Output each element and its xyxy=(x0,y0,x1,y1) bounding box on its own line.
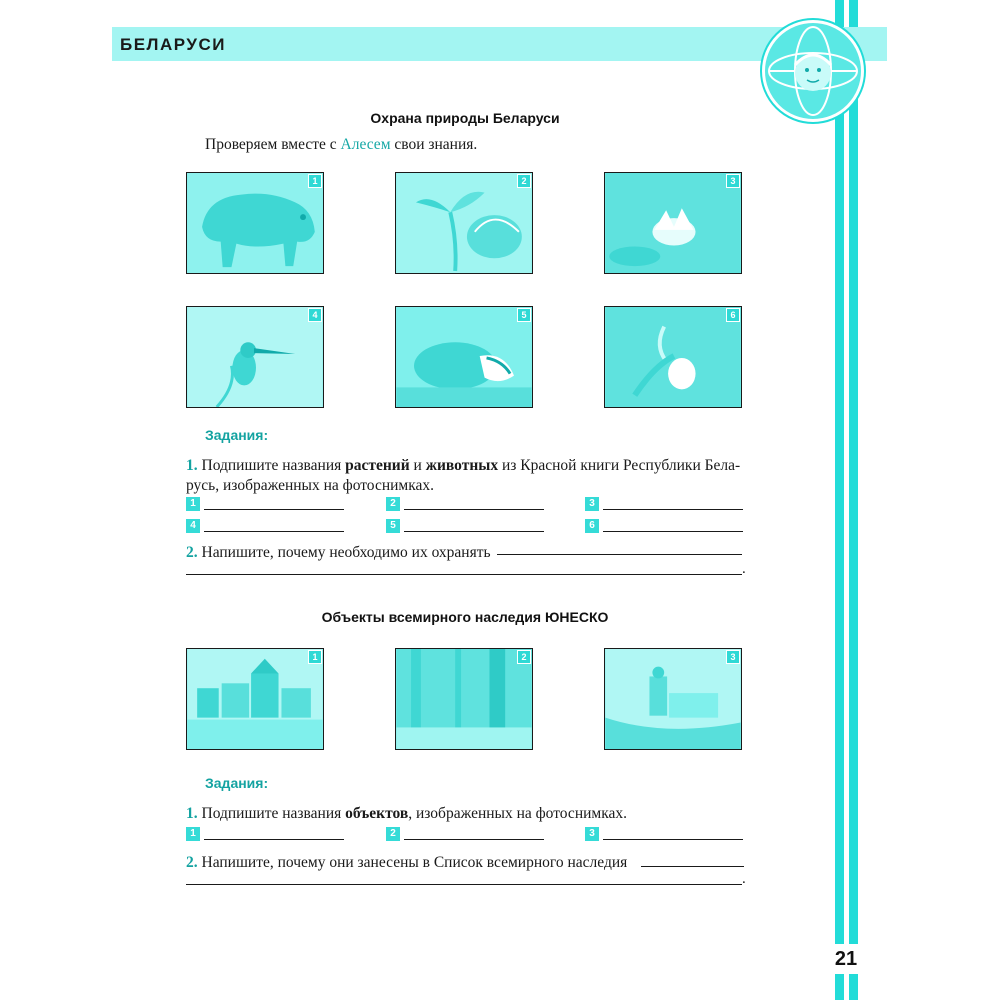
task1-text-c: русь, изображенных на фотоснимках. xyxy=(186,477,435,494)
answer-field-2[interactable] xyxy=(386,827,546,845)
answer-field-4[interactable] xyxy=(186,519,346,537)
answer-line[interactable] xyxy=(603,509,743,510)
section2-task1-text xyxy=(186,804,756,824)
answer-num: 2 xyxy=(386,827,400,841)
answer-field-1[interactable] xyxy=(186,827,346,845)
answer-field-3[interactable] xyxy=(585,497,745,515)
answer-num: 1 xyxy=(186,827,200,841)
photo-num: 5 xyxy=(517,308,531,322)
photo-orchid xyxy=(604,306,742,408)
answer-line[interactable] xyxy=(404,531,544,532)
photo-castle xyxy=(186,648,324,750)
margin-stripe-left xyxy=(835,0,844,1000)
intro-after: свои знания. xyxy=(394,136,478,153)
forest-icon xyxy=(396,649,532,749)
line-end-dot: . xyxy=(742,871,746,887)
photo-num: 4 xyxy=(308,308,322,322)
section2-tasks-heading: Задания: xyxy=(205,775,269,791)
task1-and: и xyxy=(413,457,422,474)
answer-line[interactable] xyxy=(204,509,344,510)
answer-line-task2[interactable] xyxy=(497,554,742,555)
photo-badger xyxy=(395,306,533,408)
flower-icon xyxy=(396,173,532,273)
margin-stripe-right xyxy=(849,0,858,1000)
task-number: 2. xyxy=(186,544,198,561)
task2-text: Напишите, почему необходимо их охранять xyxy=(201,544,491,561)
task1-text-b: из Красной книги Республики Бела- xyxy=(501,457,741,474)
task1-text-a: Подпишите названия xyxy=(201,457,342,474)
page-number: 21 xyxy=(828,944,864,974)
intro-text xyxy=(205,136,477,154)
answer-line-task2[interactable] xyxy=(641,866,744,867)
kingfisher-icon xyxy=(187,307,323,407)
intro-name: Алесем xyxy=(340,136,391,153)
photo-num: 1 xyxy=(308,174,322,188)
answer-field-3[interactable] xyxy=(585,827,745,845)
answer-line[interactable] xyxy=(603,839,743,840)
photo-monastery xyxy=(604,648,742,750)
bison-icon xyxy=(187,173,323,273)
task1-text-a: Подпишите названия xyxy=(201,805,342,822)
header-title: БЕЛАРУСИ xyxy=(120,35,226,54)
answer-line[interactable] xyxy=(204,531,344,532)
photo-num: 2 xyxy=(517,650,531,664)
photo-kingfisher xyxy=(186,306,324,408)
section1-tasks-heading: Задания: xyxy=(205,427,269,443)
answer-field-1[interactable] xyxy=(186,497,346,515)
photo-num: 3 xyxy=(726,650,740,664)
photo-num: 3 xyxy=(726,174,740,188)
answer-num: 4 xyxy=(186,519,200,533)
answer-line[interactable] xyxy=(404,839,544,840)
task1-text-b: , изображенных на фотоснимках. xyxy=(408,805,628,822)
task1-bold-plants: растений xyxy=(345,457,410,474)
intro-before: Проверяем вместе с xyxy=(205,136,337,153)
answer-field-5[interactable] xyxy=(386,519,546,537)
answer-line[interactable] xyxy=(603,531,743,532)
photo-pasqueflower xyxy=(395,172,533,274)
answer-num: 3 xyxy=(585,497,599,511)
answer-line[interactable] xyxy=(404,509,544,510)
monastery-icon xyxy=(605,649,741,749)
answer-num: 2 xyxy=(386,497,400,511)
globe-boy-icon xyxy=(762,20,864,122)
badger-icon xyxy=(396,307,532,407)
photo-num: 2 xyxy=(517,174,531,188)
line-end-dot: . xyxy=(742,561,746,577)
photo-water-lily xyxy=(604,172,742,274)
task-number: 1. xyxy=(186,805,198,822)
photo-num: 6 xyxy=(726,308,740,322)
castle-icon xyxy=(187,649,323,749)
task2-text: Напишите, почему они занесены в Список всемирного наследия xyxy=(201,854,628,871)
answer-line-task2-cont[interactable] xyxy=(186,574,742,575)
task1-bold-objects: объектов xyxy=(345,805,409,822)
answer-field-2[interactable] xyxy=(386,497,546,515)
photo-num: 1 xyxy=(308,650,322,664)
answer-line-task2-cont[interactable] xyxy=(186,884,742,885)
section2-task2-text xyxy=(186,853,627,873)
section1-task1-text xyxy=(186,456,756,496)
water-lily-icon xyxy=(605,173,741,273)
answer-line[interactable] xyxy=(204,839,344,840)
section1-task2-text xyxy=(186,543,491,563)
section1-title: Охрана природы Беларуси xyxy=(370,110,560,126)
section2-title: Объекты всемирного наследия ЮНЕСКО xyxy=(321,609,609,625)
task1-bold-animals: животных xyxy=(425,457,499,474)
photo-bison xyxy=(186,172,324,274)
answer-num: 6 xyxy=(585,519,599,533)
task-number: 2. xyxy=(186,854,198,871)
orchid-icon xyxy=(605,307,741,407)
answer-num: 3 xyxy=(585,827,599,841)
answer-num: 5 xyxy=(386,519,400,533)
answer-field-6[interactable] xyxy=(585,519,745,537)
task-number: 1. xyxy=(186,457,198,474)
photo-forest xyxy=(395,648,533,750)
answer-num: 1 xyxy=(186,497,200,511)
